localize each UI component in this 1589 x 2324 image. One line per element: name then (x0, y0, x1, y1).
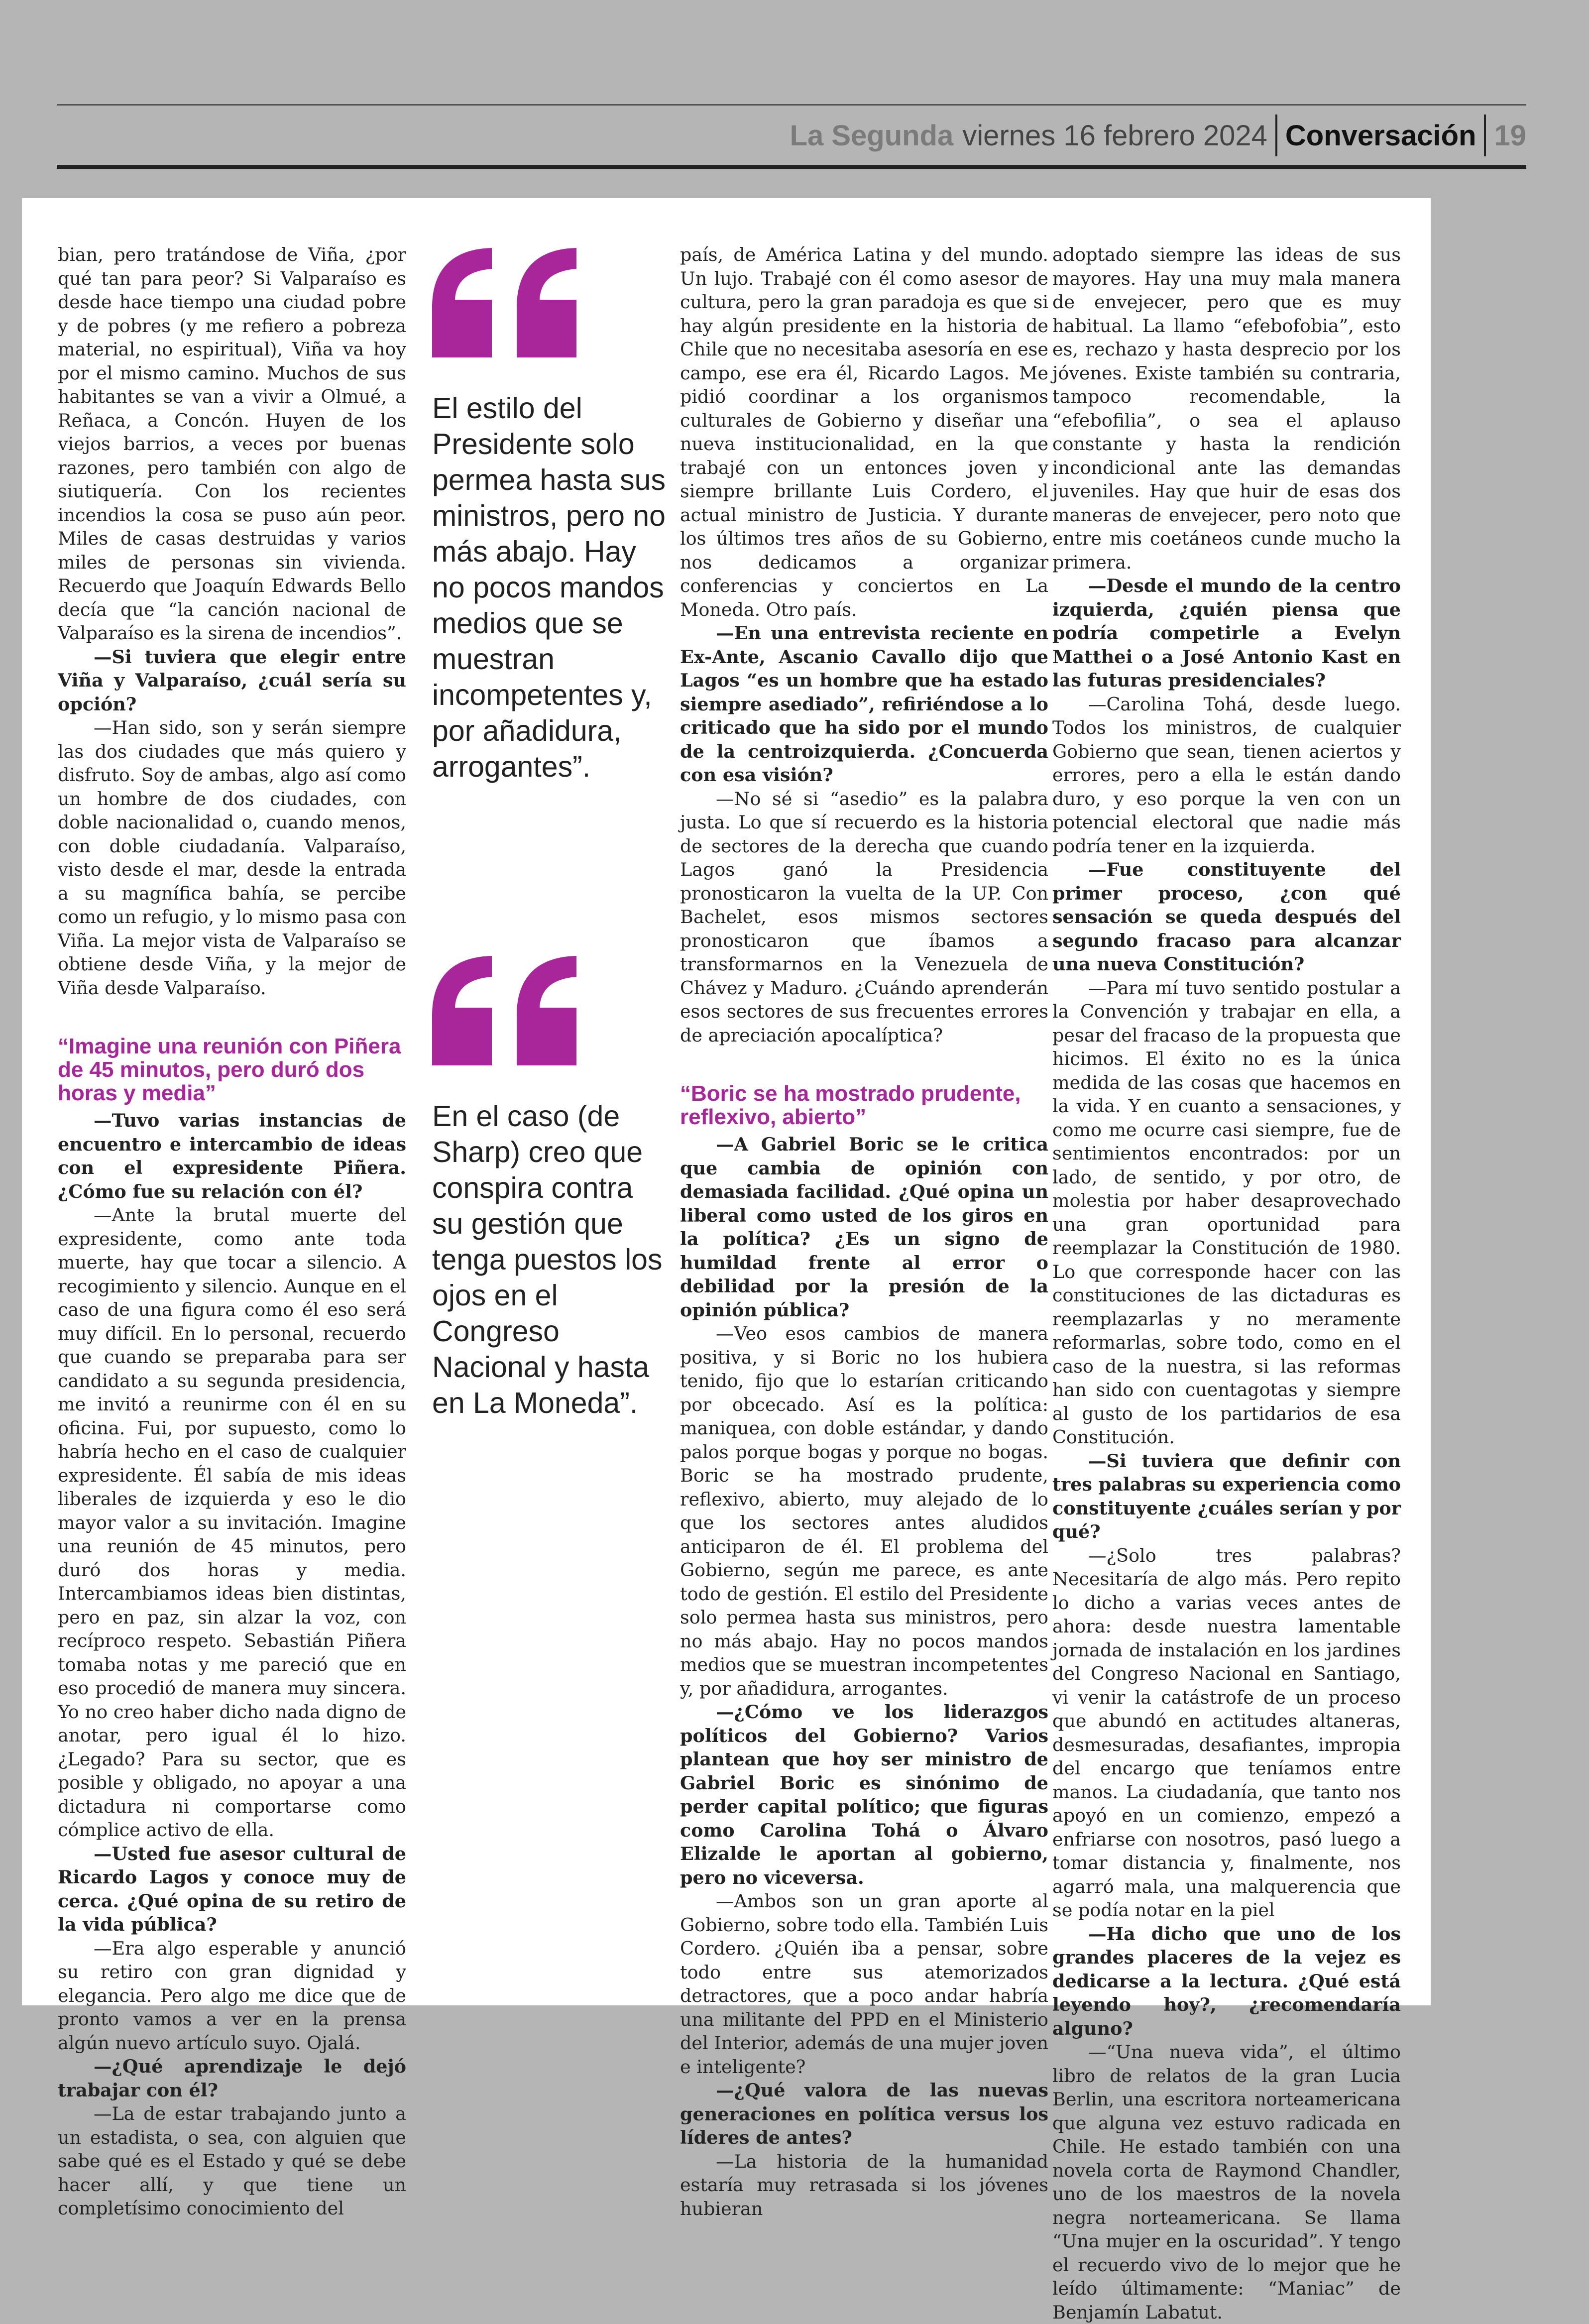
interview-answer: —Veo esos cambios de manera positiva, y si Boric no los hubiera tenido, fijo que lo estarían criticando por obcecado. Así es la política: maniquea, con doble estándar, y dando palos porque bogas y porque no bogas. Boric se ha mostrado prudente, reflexivo, abierto, muy alejado de lo que los sectores antes aludidos anticiparon de él. El problema del Gobierno, según me parece, es ante todo de gestión. El estilo del Presidente solo permea hasta sus ministros, pero no más abajo. Hay no pocos mandos medios que se muestran incompetentes y, por añadidura, arrogantes. (680, 1323, 1048, 1699)
publication-name: La Segunda (790, 119, 954, 152)
subheading: “Boric se ha mostrado prudente, reflexivo, abierto” (680, 1081, 1021, 1129)
header-separator (1484, 115, 1486, 156)
interview-question: —Usted fue asesor cultural de Ricardo Lagos y conoce muy de cerca. ¿Qué opina de su retiro de la vida pública? (58, 1843, 406, 1935)
pull-quote-text: El estilo del Presidente solo permea hasta sus ministros, pero no más abajo. Hay no pocos mandos medios que se muestran incompetentes y, por añadidura, arrogantes”. (432, 392, 666, 783)
interview-answer: —Para mí tuvo sentido postular a la Convención y trabajar en ella, a pesar del fracaso de la propuesta que hicimos. El éxito no es la única medida de las cosas que hacemos en la vida. Y en cuanto a sensaciones, y como me ocurre casi siempre, fue de sentimientos encontrados: por un lado, de sentido, y por otro, de molestia por haber desaprovechado una gran oportunidad para reemplazar la Constitución de 1980. Lo que corresponde hacer con las constituciones de las dictaduras es reemplazarlas y no meramente reformarlas, sobre todo, como en el caso de la nuestra, si las reformas han sido con cuentagotas y siempre al gusto de los partidarios de esa Constitución. (1052, 977, 1401, 1448)
subheading: “Imagine una reunión con Piñera de 45 minutos, pero duró dos horas y media” (58, 1034, 401, 1105)
header-bottom-rule (57, 165, 1526, 169)
page-number: 19 (1494, 119, 1526, 152)
column-4 (1052, 243, 1401, 2324)
interview-answer: —Era algo esperable y anunció su retiro con gran dignidad y elegancia. Pero algo me dice que de pronto vamos a ver en la prensa algún nuevo artículo suyo. Ojalá. (58, 1937, 406, 2054)
interview-question: —Desde el mundo de la centro izquierda, ¿quién piensa que podría competirle a Evelyn Matthei o a José Antonio Kast en las futuras presidenciales? (1052, 575, 1401, 691)
interview-answer: —“Una nueva vida”, el último libro de relatos de la gran Lucia Berlin, una escritora norteamericana que alguna vez estuvo radicada en Chile. He estado también con una novela corta de Raymond Chandler, uno de los maestros de la novela negra norteamericana. Se llama “Una mujer en la oscuridad”. Y tengo el recuerdo vivo de lo mejor que he leído últimamente: “Maniac” de Benjamín Labatut. (1052, 2041, 1401, 2323)
interview-answer: —Ambos son un gran aporte al Gobierno, sobre todo ella. También Luis Cordero. ¿Quién iba a pensar, sobre todo entre sus atemorizados detractores, que a poco andar habría una militante del PPD en el Ministerio del Interior, además de una mujer joven e inteligente? (680, 1890, 1048, 2078)
column-3 (680, 243, 1048, 2220)
interview-answer: —La de estar trabajando junto a un estadista, o sea, con alguien que sabe qué es el Estado y qué se debe hacer allí, y que tiene un completísimo conocimiento del (58, 2103, 406, 2219)
paragraph: país, de América Latina y del mundo. Un lujo. Trabajé con él como asesor de cultura, pero la gran paradoja es que si hay algún presidente en la historia de Chile que no necesitaba asesoría en ese campo, ese era él, Ricardo Lagos. Me pidió coordinar a los organismos culturales de Gobierno y diseñar una nueva institucionalidad, en la que trabajé con un entonces joven y siempre brillante Luis Cordero, el actual ministro de Justicia. Y durante los últimos tres años de su Gobierno, nos dedicamos a organizar conferencias y conciertos en La Moneda. Otro país. (680, 244, 1048, 620)
quote-mark-icon (432, 956, 666, 1073)
interview-answer: —¿Solo tres palabras? Necesitaría de algo más. Pero repito lo dicho a varias veces antes de ahora: desde nuestra lamentable jornada de instalación en los jardines del Congreso Nacional en Santiago, vi venir la catástrofe de un proceso que abundó en actitudes altaneras, desmesuradas, desafiantes, impropia del encargo que teníamos entre manos. La ciudadanía, que tanto nos apoyó en un comienzo, empezó a enfriarse con nosotros, pasó luego a tomar distancia y, finalmente, nos agarró mala, una malquerencia que se podía notar en la piel (1052, 1544, 1401, 1921)
interview-answer: —No sé si “asedio” es la palabra justa. Lo que sí recuerdo es la historia de sectores de la derecha que cuando Lagos ganó la Presidencia pronosticaron la vuelta de la UP. Con Bachelet, esos mismos sectores pronosticaron que íbamos a transformarnos en la Venezuela de Chávez y Maduro. ¿Cuándo aprenderán esos sectores de sus frecuentes errores de apreciación apocalíptica? (680, 788, 1048, 1046)
interview-question: —Si tuviera que definir con tres palabras su experiencia como constituyente ¿cuáles serían y por qué? (1052, 1450, 1401, 1542)
interview-question: —En una entrevista reciente en Ex-Ante, Ascanio Cavallo dijo que Lagos “es un hombre que ha estado siempre asediado”, refiriéndose a lo criticado que ha sido por el mundo de la centroizquierda. ¿Concuerda con esa visión? (680, 622, 1048, 786)
pull-quote-2 (432, 956, 666, 1421)
quote-mark-icon (432, 248, 666, 365)
interview-answer: —Carolina Tohá, desde luego. Todos los ministros, de cualquier Gobierno que sean, tienen aciertos y errores, pero a ella le están dando duro, y eso porque la ven con un potencial electoral que nadie más podría tener en la izquierda. (1052, 693, 1401, 857)
issue-date: viernes 16 febrero 2024 (962, 119, 1267, 152)
interview-question: —¿Qué valora de las nuevas generaciones en política versus los líderes de antes? (680, 2080, 1048, 2148)
interview-question: —Tuvo varias instancias de encuentro e intercambio de ideas con el expresidente Piñera. ¿Cómo fue su relación con él? (58, 1110, 406, 1202)
interview-question: —¿Cómo ve los liderazgos políticos del Gobierno? Varios plantean que hoy ser ministro de Gabriel Boric es sinónimo de perder capital político; que figuras como Carolina Tohá o Álvaro Elizalde le aportan al gobierno, pero no viceversa. (680, 1701, 1048, 1888)
pull-quote-1 (432, 248, 666, 785)
interview-question: —Fue constituyente del primer proceso, ¿con qué sensación se queda después del segundo fracaso para alcanzar una nueva Constitución? (1052, 859, 1401, 975)
interview-answer: —Han sido, son y serán siempre las dos ciudades que más quiero y disfruto. Soy de ambas, algo así como un hombre de dos ciudades, con doble nacionalidad o, cuando menos, con doble ciudadanía. Valparaíso, visto desde el mar, desde la entrada a su magnífica bahía, se percibe como un refugio, y lo mismo pasa con Viña. La mejor vista de Valparaíso se obtiene desde Viña, y la mejor de Viña desde Valparaíso. (58, 717, 406, 999)
pull-quote-text: En el caso (de Sharp) creo que conspira contra su gestión que tenga puestos los ojos en el Congreso Nacional y hasta en La Moneda”. (432, 1100, 663, 1419)
interview-answer: —Ante la brutal muerte del expresidente, como ante toda muerte, hay que tocar a silencio. A recogimiento y silencio. Aunque en el caso de una figura como él eso será muy difícil. En lo personal, recuerdo que cuando se preparaba para ser candidato a su segunda presidencia, me invitó a reunirme con él en su oficina. Fui, por supuesto, como lo habría hecho en el caso de cualquier expresidente. Él sabía de mis ideas liberales de izquierda y eso le dio mayor valor a su invitación. Imagine una reunión de 45 minutos, pero duró dos horas y media. Intercambiamos ideas bien distintas, pero en paz, sin alzar la voz, con recíproco respeto. Sebastián Piñera tomaba notas y me pareció que en eso procedió de manera muy sincera. Yo no creo haber dicho nada digno de anotar, pero igual él lo hizo. ¿Legado? Para su sector, que es posible y obligado, no apoyar a una dictadura ni comportarse como cómplice activo de ella. (58, 1204, 406, 1841)
column-1 (58, 243, 406, 2220)
interview-question: —¿Qué aprendizaje le dejó trabajar con él? (58, 2056, 406, 2101)
header-top-rule (57, 104, 1526, 106)
interview-answer: —La historia de la humanidad estaría muy retrasada si los jóvenes hubieran (680, 2150, 1048, 2219)
section-name: Conversación (1285, 119, 1476, 152)
article-page (22, 198, 1431, 2323)
interview-question: —Si tuviera que elegir entre Viña y Valparaíso, ¿cuál sería su opción? (58, 646, 406, 715)
interview-question: —Ha dicho que uno de los grandes placeres de la vejez es dedicarse a la lectura. ¿Qué está leyendo hoy?, ¿recomendaría alguno? (1052, 1923, 1401, 2039)
paragraph: bian, pero tratándose de Viña, ¿por qué tan para peor? Si Valparaíso es desde hace tiempo una ciudad pobre y de pobres (y me refiero a pobreza material, no espiritual), Viña va hoy por el mismo camino. Muchos de sus habitantes se van a vivir a Olmué, a Reñaca, a Concón. Huyen de los viejos barrios, a veces por buenas razones, pero también con algo de siutiquería. Con los recientes incendios la cosa se puso aún peor. Miles de casas destruidas y varios miles de personas sin vivienda. Recuerdo que Joaquín Edwards Bello decía que “la canción nacional de Valparaíso es la sirena de incendios”. (58, 244, 406, 644)
header-separator (1275, 115, 1277, 156)
interview-question: —A Gabriel Boric se le critica que cambia de opinión con demasiada facilidad. ¿Qué opina un liberal como usted de los giros en la política? ¿Es un signo de humildad frente al error o debilidad por la presión de la opinión pública? (680, 1134, 1048, 1321)
paragraph: adoptado siempre las ideas de sus mayores. Hay una muy mala manera de envejecer, pero que es muy habitual. La llamo “efebofobia”, esto es, rechazo y hasta desprecio por los jóvenes. Existe también su contraria, tampoco recomendable, la “efebofilia”, o sea el aplauso constante y hasta la rendición incondicional ante las demandas juveniles. Hay que huir de esas dos maneras de envejecer, pero noto que entre mis coetáneos cunde mucho la primera. (1052, 244, 1401, 573)
page-header (57, 111, 1526, 160)
